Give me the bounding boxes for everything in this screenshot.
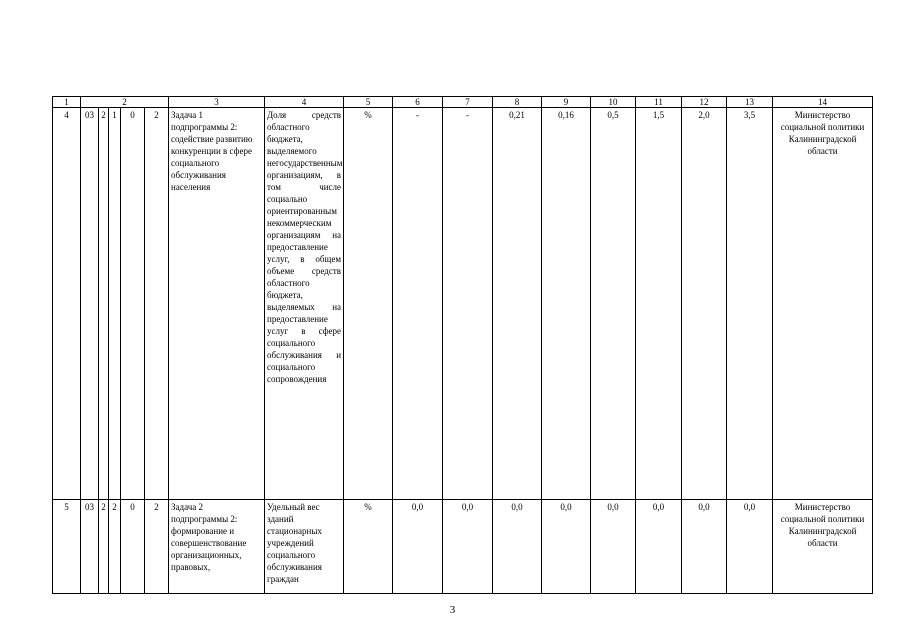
indicator-cell: Удельный вес зданий стационарных учреждений социального обслуживания граждан	[265, 500, 344, 594]
value-cell: -	[393, 108, 443, 500]
responsible-cell: Министерство социальной политики Калининградской области	[773, 108, 873, 500]
value-cell: 0,5	[591, 108, 636, 500]
responsible-cell: Министерство социальной политики Калининградской области	[773, 500, 873, 594]
header-cell: 8	[493, 97, 542, 108]
page-number: 3	[449, 604, 456, 616]
row-number: 4	[53, 108, 81, 500]
task-cell: Задача 1 подпрограммы 2: содействие развитию конкуренции в сфере социального обслуживания населения	[169, 108, 265, 500]
header-cell: 1	[53, 97, 81, 108]
header-cell: 6	[393, 97, 443, 108]
value-cell: 3,5	[727, 108, 773, 500]
row-number: 5	[53, 500, 81, 594]
value-cell: 1,5	[636, 108, 682, 500]
header-cell: 12	[682, 97, 727, 108]
header-cell: 9	[542, 97, 591, 108]
code-cell: 2	[99, 500, 109, 594]
table-row	[53, 108, 873, 500]
code-cell: 2	[145, 500, 169, 594]
task-cell: Задача 2 подпрограммы 2: формирование и совершенствование организационных, правовых,	[169, 500, 265, 594]
unit-cell: %	[344, 500, 393, 594]
value-cell: 0,0	[493, 500, 542, 594]
indicator-cell: Доля средств областного бюджета, выделяемого негосударственным организациям, в том числе социально ориентированным некоммерческим организациям на предоставление услуг, в общем объеме средств областного бюджета, выделяемых на предоставление услуг в сфере социального обслуживания и социального сопровождения	[265, 108, 344, 500]
value-cell: 0,0	[542, 500, 591, 594]
value-cell: 0,16	[542, 108, 591, 500]
indicators-table	[52, 96, 873, 594]
header-cell: 14	[773, 97, 873, 108]
code-cell: 03	[81, 108, 99, 500]
value-cell: -	[443, 108, 493, 500]
header-cell: 4	[265, 97, 344, 108]
header-cell: 10	[591, 97, 636, 108]
code-cell: 1	[109, 108, 121, 500]
value-cell: 0,0	[682, 500, 727, 594]
value-cell: 0,0	[636, 500, 682, 594]
header-cell: 2	[81, 97, 169, 108]
code-cell: 0	[121, 108, 145, 500]
code-cell: 0	[121, 500, 145, 594]
header-row	[53, 97, 873, 108]
code-cell: 2	[99, 108, 109, 500]
table-row	[53, 500, 873, 594]
code-cell: 2	[109, 500, 121, 594]
unit-cell: %	[344, 108, 393, 500]
code-cell: 2	[145, 108, 169, 500]
value-cell: 0,0	[393, 500, 443, 594]
header-cell: 13	[727, 97, 773, 108]
header-cell: 5	[344, 97, 393, 108]
header-cell: 3	[169, 97, 265, 108]
value-cell: 0,21	[493, 108, 542, 500]
value-cell: 0,0	[727, 500, 773, 594]
header-cell: 7	[443, 97, 493, 108]
value-cell: 0,0	[591, 500, 636, 594]
header-cell: 11	[636, 97, 682, 108]
value-cell: 2,0	[682, 108, 727, 500]
value-cell: 0,0	[443, 500, 493, 594]
code-cell: 03	[81, 500, 99, 594]
